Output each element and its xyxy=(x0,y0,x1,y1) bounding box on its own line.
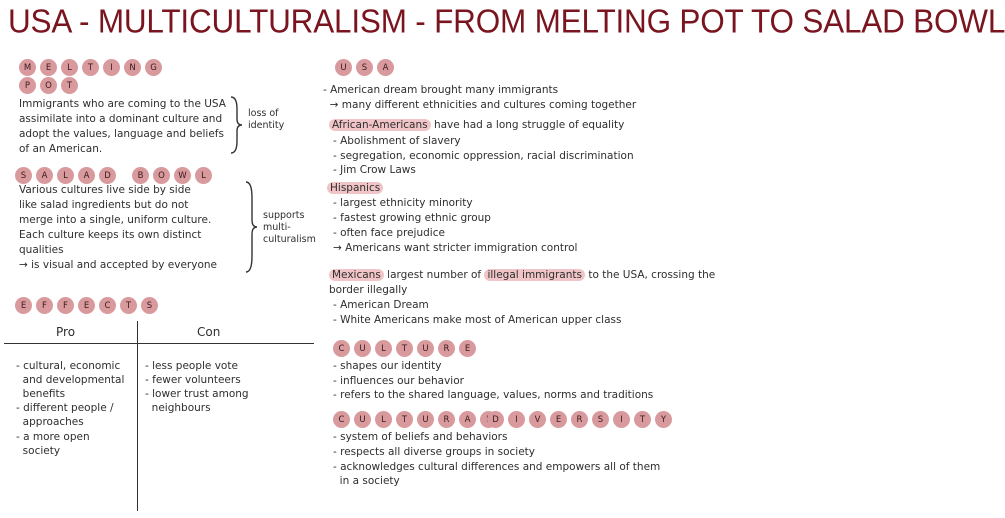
melting-pot-heading-row1-letter-bubble: M xyxy=(19,59,36,76)
salad-bowl-heading-letter-bubble: L xyxy=(195,167,212,184)
culture-line-3: - refers to the shared language, values, norms and traditions xyxy=(333,389,654,401)
salad-bowl-line-5: qualities xyxy=(19,244,64,256)
melting-pot-heading-row1-letter-bubble: L xyxy=(61,59,78,76)
melting-pot-brace xyxy=(229,95,243,155)
cultural-diversity-line-1: - system of beliefs and behaviors xyxy=(333,431,508,443)
cultural-diversity-heading-word1-letter-bubble: R xyxy=(438,411,455,428)
salad-bowl-note-2: multi- xyxy=(263,222,291,233)
effects-heading-letter-bubble: S xyxy=(141,297,158,314)
cultural-diversity-heading-word2 xyxy=(487,411,672,428)
salad-bowl-heading-letter-bubble: W xyxy=(174,167,191,184)
pro-line-5: approaches xyxy=(16,416,84,428)
pro-line-7: society xyxy=(16,445,61,457)
con-line-3: - lower trust among xyxy=(145,388,249,400)
melting-pot-note-2: identity xyxy=(248,120,285,131)
mexicans-line-4: - White Americans make most of American upper class xyxy=(333,314,622,326)
culture-heading-letter-bubble: T xyxy=(396,340,413,357)
cultural-diversity-heading-word2-letter-bubble: R xyxy=(571,411,588,428)
cultural-diversity-line-4: in a society xyxy=(333,475,400,487)
melting-pot-line-2: assimilate into a dominant culture and xyxy=(19,113,223,125)
salad-bowl-line-6: → is visual and accepted by everyone xyxy=(19,259,218,271)
salad-bowl-line-2: like salad ingredients but do not xyxy=(19,199,189,211)
cultural-diversity-heading-word1-letter-bubble: T xyxy=(396,411,413,428)
melting-pot-heading-row1-letter-bubble: E xyxy=(40,59,57,76)
cultural-diversity-heading-word2-letter-bubble: D xyxy=(487,411,504,428)
culture-heading-letter-bubble: R xyxy=(438,340,455,357)
culture-line-2: - influences our behavior xyxy=(333,375,464,387)
effects-heading-letter-bubble: T xyxy=(120,297,137,314)
cultural-diversity-heading-word2-letter-bubble: I xyxy=(613,411,630,428)
hispanics-header xyxy=(327,181,383,196)
cultural-diversity-heading-word2-letter-bubble: E xyxy=(550,411,567,428)
culture-heading-letter-bubble: E xyxy=(459,340,476,357)
usa-heading xyxy=(335,59,394,76)
salad-bowl-heading-letter-bubble: S xyxy=(15,167,32,184)
mexicans-line-3: - American Dream xyxy=(333,299,429,311)
usa-heading-letter-bubble: S xyxy=(356,59,373,76)
effects-table-hline xyxy=(4,343,314,344)
cultural-diversity-heading-word2-letter-bubble: Y xyxy=(655,411,672,428)
cultural-diversity-line-2: - respects all diverse groups in society xyxy=(333,446,536,458)
salad-bowl-line-4: Each culture keeps its own distinct xyxy=(19,229,202,241)
con-line-2: - fewer volunteers xyxy=(145,374,241,386)
mexicans-header xyxy=(329,268,715,283)
usa-heading-letter-bubble: A xyxy=(377,59,394,76)
illegal-immigrants-highlight: illegal immigrants xyxy=(484,269,585,281)
culture-heading-letter-bubble: U xyxy=(354,340,371,357)
african-americans-rest: have had a long struggle of equality xyxy=(430,119,625,131)
cultural-diversity-heading-word1-letter-bubble: U xyxy=(417,411,434,428)
cultural-diversity-heading-word1 xyxy=(333,411,497,428)
melting-pot-heading-row1-letter-bubble: T xyxy=(82,59,99,76)
salad-bowl-note-1: supports xyxy=(263,210,305,221)
pro-line-4: - different people / xyxy=(16,402,114,414)
salad-bowl-heading-gap xyxy=(120,167,128,184)
cultural-diversity-heading-word1-letter-bubble: U xyxy=(354,411,371,428)
usa-line-1: - American dream brought many immigrants xyxy=(323,84,559,96)
melting-pot-heading-row1-letter-bubble: N xyxy=(124,59,141,76)
page-title: USA - MULTICULTURALISM - FROM MELTING POT TO SALAD BOWL xyxy=(8,2,1005,40)
melting-pot-heading-row2-letter-bubble: P xyxy=(19,77,36,94)
salad-bowl-heading-letter-bubble: L xyxy=(57,167,74,184)
pro-line-3: benefits xyxy=(16,388,66,400)
hispanics-highlight: Hispanics xyxy=(327,182,383,194)
melting-pot-heading-row1-letter-bubble: G xyxy=(145,59,162,76)
mexicans-line-2: border illegally xyxy=(329,284,408,296)
melting-pot-heading-row1-letter-bubble: I xyxy=(103,59,120,76)
mexicans-rest: to the USA, crossing the xyxy=(584,269,716,281)
hispanics-line-4: → Americans want stricter immigration control xyxy=(333,242,578,254)
effects-heading-letter-bubble: E xyxy=(15,297,32,314)
melting-pot-heading-row2-letter-bubble: T xyxy=(61,77,78,94)
salad-bowl-heading-letter-bubble: A xyxy=(78,167,95,184)
cultural-diversity-heading-word1-letter-bubble: A xyxy=(459,411,476,428)
effects-heading xyxy=(15,297,158,314)
cultural-diversity-heading-word1-letter-bubble: L xyxy=(375,411,392,428)
cultural-diversity-heading-word1-letter-bubble: C xyxy=(333,411,350,428)
african-americans-highlight: African-Americans xyxy=(329,119,431,131)
cultural-diversity-heading-word2-letter-bubble: I xyxy=(508,411,525,428)
salad-bowl-note-3: culturalism xyxy=(263,234,316,245)
salad-bowl-brace xyxy=(244,180,258,274)
cultural-diversity-heading-word2-letter-bubble: S xyxy=(592,411,609,428)
salad-bowl-heading xyxy=(15,167,212,184)
hispanics-line-3: - often face prejudice xyxy=(333,227,445,239)
mexicans-mid: largest number of xyxy=(383,269,485,281)
effects-heading-letter-bubble: F xyxy=(57,297,74,314)
salad-bowl-line-1: Various cultures live side by side xyxy=(19,184,191,196)
salad-bowl-heading-letter-bubble: D xyxy=(99,167,116,184)
cultural-diversity-heading-word2-letter-bubble: V xyxy=(529,411,546,428)
melting-pot-line-4: of an American. xyxy=(19,143,103,155)
melting-pot-heading-row2 xyxy=(19,77,78,94)
culture-heading xyxy=(333,340,476,357)
melting-pot-heading-row2-letter-bubble: O xyxy=(40,77,57,94)
effects-heading-letter-bubble: C xyxy=(99,297,116,314)
culture-heading-letter-bubble: U xyxy=(417,340,434,357)
effects-pro-label: Pro xyxy=(56,325,76,339)
salad-bowl-line-3: merge into a single, uniform culture. xyxy=(19,214,212,226)
effects-heading-letter-bubble: E xyxy=(78,297,95,314)
melting-pot-line-1: Immigrants who are coming to the USA xyxy=(19,98,226,110)
melting-pot-note-1: loss of xyxy=(248,108,279,119)
salad-bowl-heading-letter-bubble: A xyxy=(36,167,53,184)
pro-line-2: and developmental xyxy=(16,374,125,386)
salad-bowl-heading-letter-bubble: B xyxy=(132,167,149,184)
culture-line-1: - shapes our identity xyxy=(333,360,442,372)
cultural-diversity-line-3: - acknowledges cultural differences and empowers all of them xyxy=(333,461,661,473)
con-line-1: - less people vote xyxy=(145,360,238,372)
cultural-diversity-heading-word2-letter-bubble: T xyxy=(634,411,651,428)
mexicans-highlight: Mexicans xyxy=(329,269,384,281)
culture-heading-letter-bubble: C xyxy=(333,340,350,357)
effects-con-label: Con xyxy=(197,325,221,339)
pro-line-6: - a more open xyxy=(16,431,90,443)
usa-line-2: → many different ethnicities and cultures coming together xyxy=(323,99,637,111)
con-line-4: neighbours xyxy=(145,402,211,414)
african-americans-line-1: - Abolishment of slavery xyxy=(333,135,461,147)
pro-line-1: - cultural, economic xyxy=(16,360,121,372)
usa-heading-letter-bubble: U xyxy=(335,59,352,76)
african-americans-header xyxy=(329,118,624,133)
melting-pot-line-3: adopt the values, language and beliefs xyxy=(19,128,224,140)
hispanics-line-2: - fastest growing ethnic group xyxy=(333,212,491,224)
culture-heading-letter-bubble: L xyxy=(375,340,392,357)
effects-heading-letter-bubble: F xyxy=(36,297,53,314)
melting-pot-heading-row1 xyxy=(19,59,162,76)
hispanics-line-1: - largest ethnicity minority xyxy=(333,197,473,209)
african-americans-line-2: - segregation, economic oppression, racial discrimination xyxy=(333,150,634,162)
salad-bowl-heading-letter-bubble: O xyxy=(153,167,170,184)
effects-table-vline xyxy=(137,321,138,511)
african-americans-line-3: - Jim Crow Laws xyxy=(333,164,416,176)
